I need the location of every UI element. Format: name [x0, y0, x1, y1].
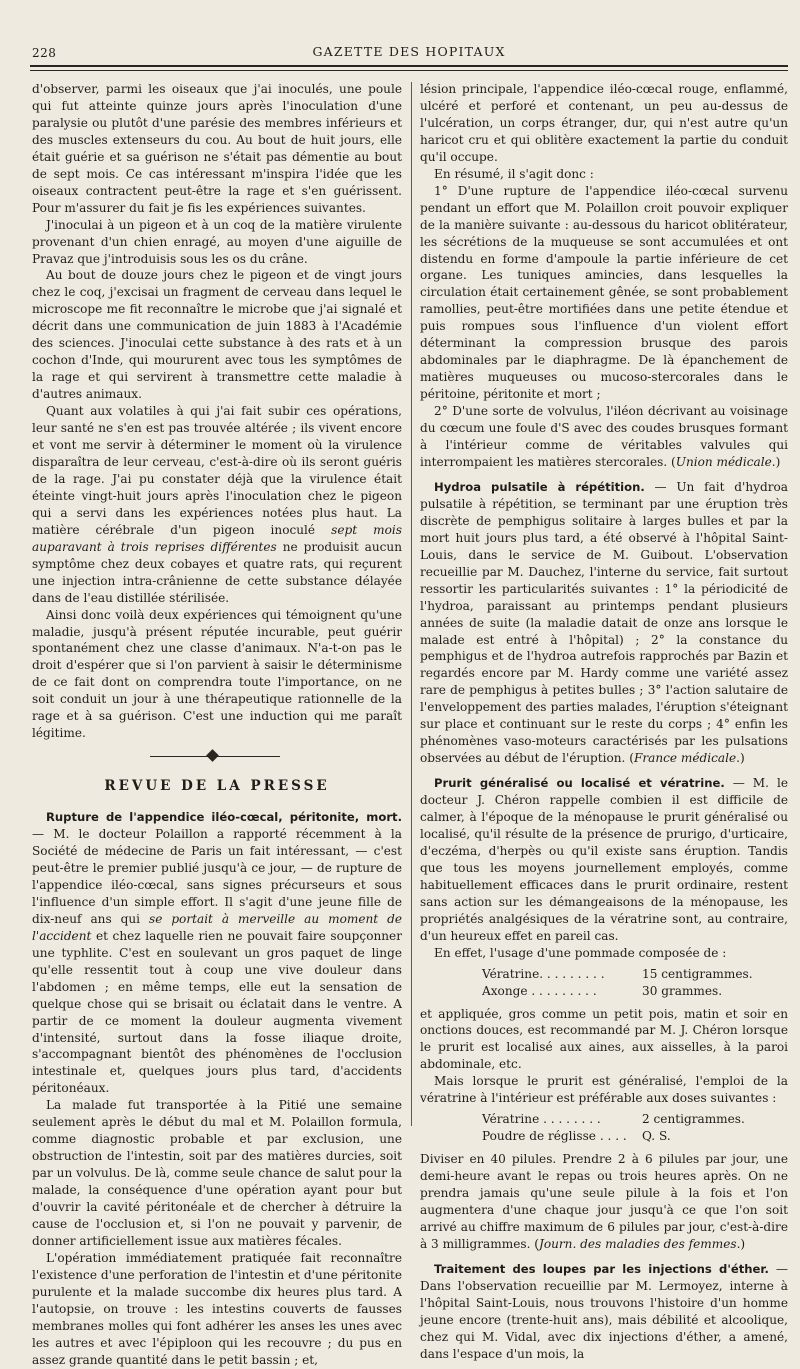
text-run: .)	[736, 1236, 746, 1251]
paragraph	[32, 403, 402, 606]
text-run: ne produisit aucun symptôme chez deux cobayes et quatre rats, qui reçurent une injection intra-crânienne de cette substance délayée dans de l'eau distillée stérilisée.	[32, 539, 402, 605]
text-run: — M. le docteur J. Chéron rappelle combien il est difficile de calmer, à l'époque de la ménopause le prurit généralisé ou localisé, qu'il résulte de la présence de prurigo, d'urticaire, d'eczéma, d'herpès ou qu'il existe sans éruption. Tandis que tous les moyens journellement employés, comme habituellement efficaces dans le prurit ordinaire, restent sans action sur les démangeaisons de la ménopause, les propriétés analgésiques de la vératrine sont, au contraire, d'un heureux effet en pareil cas.	[420, 776, 788, 943]
page-number: 228	[32, 46, 57, 60]
formula-row	[420, 1111, 788, 1128]
text-run: Quant aux volatiles à qui j'ai fait subir ces opérations, leur santé ne s'en est pas trouvée altérée ; ils vivent encore et vont me servir à déterminer le moment où la virulence disparaîtra de leur cerveau, c'est-à-dire où ils seront guéris de la rage. J'ai pu constater déjà que la virulence était éteinte vingt-huit jours après l'inoculation chez le pigeon qui a servi dans les expériences notées plus haut. La matière cérébrale d'un pigeon inoculé	[32, 404, 402, 537]
ingredient-name: Vératrine . . . . . . . .	[482, 1112, 601, 1127]
right-column	[420, 81, 788, 1361]
ingredient-name: Vératrine. . . . . . . . .	[482, 966, 605, 981]
italic-text: se portait à merveille au moment de l'accident	[32, 911, 402, 943]
left-column	[32, 81, 402, 1367]
page-header	[30, 40, 788, 64]
text-run: 2° D'une sorte de volvulus, l'iléon décrivant au voisinage du cœcum une foule d'S avec des coudes brusques formant à l'intérieur comme de véritables valvules qui interrompaient les matières stercorales. (	[420, 404, 788, 469]
ingredient-qty: 30 grammes.	[642, 983, 723, 998]
ingredient-name: Axonge . . . . . . . . .	[482, 983, 597, 998]
text-run: — Un fait d'hydroa pulsatile à répétition, se terminant par une éruption très discrète de pemphigus solitaire à larges bulles et par la mort huit jours plus tard, a été observé à l'hôpital Saint-Louis, dans le service de M. Guibout. L'observation recueillie par M. Dauchez, l'interne du service, fait surtout ressortir les particularités suivantes : 1° la périodicité de l'hydroa, paraissant au printemps pendant plusieurs années de suite (la maladie datait de onze ans lorsque le malade est entré à l'hôpital) ; 2° la constance du pemphigus et de l'hydroa autrefois rapprochés par Bazin et regardés encore par M. Hardy comme une variété assez rare de pemphigus à petites bulles ; 3° l'action salutaire de l'enveloppement des parties malades, l'éruption s'éteignant sur place et continuant sur le reste du corps ; 4° enfin les phénomènes vaso-moteurs caractérisés par les pulsations observées au début de l'éruption. (	[420, 479, 788, 766]
ingredient-name: Poudre de réglisse . . . .	[482, 1129, 627, 1144]
text-run: — Dans l'observation recueillie par M. Lermoyez, interne à l'hôpital Saint-Louis, nous trouvons l'histoire d'un homme jeune encore (trente-huit ans), mais débilité et alcoolique, chez qui M. Vidal, avec dix injections d'éther, a amené, dans l'espace d'un mois, la	[420, 1261, 788, 1361]
text-run: .)	[771, 454, 781, 469]
text-run: .)	[736, 751, 745, 766]
formula-pommade	[420, 966, 788, 1000]
article-paragraph	[420, 775, 788, 945]
paragraph: La malade fut transportée à la Pitié une semaine seulement après le début du mal et M. Polaillon formula, comme diagnostic probable et par exclusion, une obstruction de l'intestin, soit par des matières durcies, soit par un volvulus. De là, comme seule chance de salut pour la malade, la conséquence d'une opération ayant pour but d'ouvrir la cavité péritonéale et de chercher à détruire la cause de l'occlusion et, si l'on ne pouvait y parvenir, de donner artificiellement issue aux matières fécales.	[32, 1098, 402, 1248]
ornament-diamond	[206, 749, 219, 762]
paragraph: et appliquée, gros comme un petit pois, matin et soir en onctions douces, est recommandé par M. J. Chéron lorsque le prurit est localisé aux aines, aux aisselles, à la paroi abdominale, etc.	[420, 1006, 788, 1072]
column-divider	[411, 82, 412, 1126]
article-heading: Hydroa pulsatile à répétition.	[434, 479, 645, 494]
paragraph: d'observer, parmi les oiseaux que j'ai inoculés, une poule qui fut atteinte quinze jours après l'inoculation d'une paralysie ou plutôt d'une parésie des membres inférieurs et des muscles extenseurs du cou. Au bout de huit jours, elle était guérie et sa guérison ne s'était pas démentie au bout de sept mois. Ce cas intéressant m'inspira l'idée que les oiseaux contractent peut-être la rage et s'en guérissent. Pour m'assurer du fait je fis les expériences suivantes.	[32, 82, 402, 215]
article-paragraph	[420, 1261, 788, 1363]
formula-row	[420, 966, 788, 983]
text-run: et chez laquelle rien ne pouvait faire soupçonner une typhlite. C'est en soulevant un gros paquet de linge qu'elle ressentit tout à coup une vive douleur dans l'abdomen ; en même temps, elle eut la sensation de quelque chose qui se brisait ou éclatait dans le ventre. A partir de ce moment la douleur augmenta vivement d'intensité, surtout dans la fosse iliaque droite, s'accompagnant bientôt des phénomènes de l'occlusion intestinale et, quelques jours plus tard, d'accidents péritonéaux.	[32, 928, 402, 1096]
article-paragraph	[32, 809, 402, 1097]
section-ornament	[32, 742, 402, 772]
journal-title: GAZETTE DES HOPITAUX	[312, 44, 506, 59]
paragraph: Mais lorsque le prurit est généralisé, l'emploi de la vératrine à l'intérieur est préférable aux doses suivantes :	[420, 1074, 788, 1106]
formula-row	[420, 1128, 788, 1145]
formula-pills	[420, 1111, 788, 1145]
paragraph: Au bout de douze jours chez le pigeon et de vingt jours chez le coq, j'excisai un fragment de cerveau dans lequel le microscope me fit reconnaître le microbe que j'ai signalé et décrit dans une communication de juin 1883 à l'Académie des sciences. J'inoculai cette substance à des rats et à un cochon d'Inde, qui moururent avec tous les symptômes de la rage et qui servirent à transmettre cette maladie à d'autres animaux.	[32, 268, 402, 402]
paragraph: En résumé, il s'agit donc :	[434, 166, 594, 181]
article-heading: Traitement des loupes par les injections d'éther.	[434, 1261, 769, 1276]
paragraph	[420, 403, 788, 471]
header-rule	[30, 65, 788, 71]
ingredient-qty: 15 centigrammes.	[642, 966, 753, 981]
article-heading: Rupture de l'appendice iléo-cœcal, péritonite, mort.	[46, 810, 402, 825]
article-heading: Prurit généralisé ou localisé et vératrine.	[434, 776, 725, 791]
article-paragraph	[420, 479, 788, 767]
paragraph: En effet, l'usage d'une pommade composée de :	[434, 945, 727, 960]
paragraph: 1° D'une rupture de l'appendice iléo-cœcal survenu pendant un effort que M. Polaillon croit pouvoir expliquer de la manière suivante : au-dessous du haricot oblitérateur, les sécrétions de la muqueuse se sont accumulées et ont distendu en forme d'ampoule la partie inférieure de cet organe. Les tuniques amincies, dans lesquelles la circulation était certainement gênée, se sont probablement ramollies, peut-être mortifiées dans une petite étendue et puis rompues sous l'influence d'un violent effort déterminant la compression brusque des parois abdominales par le diaphragme. De là épanchement de matières muqueuses ou mucoso-stercorales dans le péritoine, péritonite et mort ;	[420, 183, 788, 402]
paragraph: lésion principale, l'appendice iléo-cœcal rouge, enflammé, ulcéré et perforé et contenant, un peu au-dessus de l'ulcération, un corps étranger, dur, qui n'est autre qu'un haricot cru et qui oblitère exactement la partie du conduit qu'il occupe.	[420, 82, 788, 164]
paragraph: J'inoculai à un pigeon et à un coq de la matière virulente provenant d'un chien enragé, au moyen d'une aiguille de Pravaz que j'introduisis sous les os du crâne.	[32, 217, 402, 266]
italic-text: France médicale	[633, 751, 737, 766]
ingredient-qty: 2 centigrammes.	[642, 1112, 745, 1127]
text-run: — M. le docteur Polaillon a rapporté récemment à la Société de médecine de Paris un fait intéressant, — c'est peut-être le premier publié jusqu'à ce jour, — de rupture de l'appendice iléo-cœcal, sans signes précurseurs et sous l'influence d'un simple effort. Il s'agit d'une jeune fille de dix-neuf ans qui	[32, 827, 402, 926]
paragraph	[420, 1151, 788, 1253]
section-title: REVUE DE LA PRESSE	[104, 778, 330, 795]
formula-row	[420, 983, 788, 1000]
paragraph: L'opération immédiatement pratiquée fait reconnaître l'existence d'une perforation de l'intestin et d'une péritonite purulente et la malade succombe dix heures plus tard. A l'autopsie, on trouve : les intestins couverts de fausses membranes molles qui font adhérer les anses les unes avec les autres et avec l'épiploon qui les recouvre ; du pus en assez grande quantité dans le petit bassin ; et,	[32, 1250, 402, 1367]
paragraph: Ainsi donc voilà deux expériences qui témoignent qu'une maladie, jusqu'à présent réputée incurable, peut guérir spontanément chez une classe d'animaux. N'a-t-on pas le droit d'espérer que si l'on parvient à saisir le déterminisme de ce fait dont on comprendra toute l'importance, on ne soit conduit un jour à une thérapeutique rationnelle de la rage et à sa guérison. C'est une induction qui me paraît légitime.	[32, 607, 402, 741]
italic-text: sept mois auparavant à trois reprises différentes	[32, 522, 402, 554]
text-run: Diviser en 40 pilules. Prendre 2 à 6 pilules par jour, une demi-heure avant le repas ou trois heures après. On ne prendra jamais qu'une seule pilule à la fois et l'on augmentera d'une chaque jour jusqu'à ce que l'on soit arrivé au chiffre maximum de 6 pilules par jour, c'est-à-dire à 3 milligrammes. (	[420, 1152, 788, 1251]
italic-text: Union médicale	[675, 454, 772, 469]
italic-text: Journ. des maladies des femmes	[538, 1236, 737, 1251]
ingredient-qty: Q. S.	[642, 1129, 671, 1144]
